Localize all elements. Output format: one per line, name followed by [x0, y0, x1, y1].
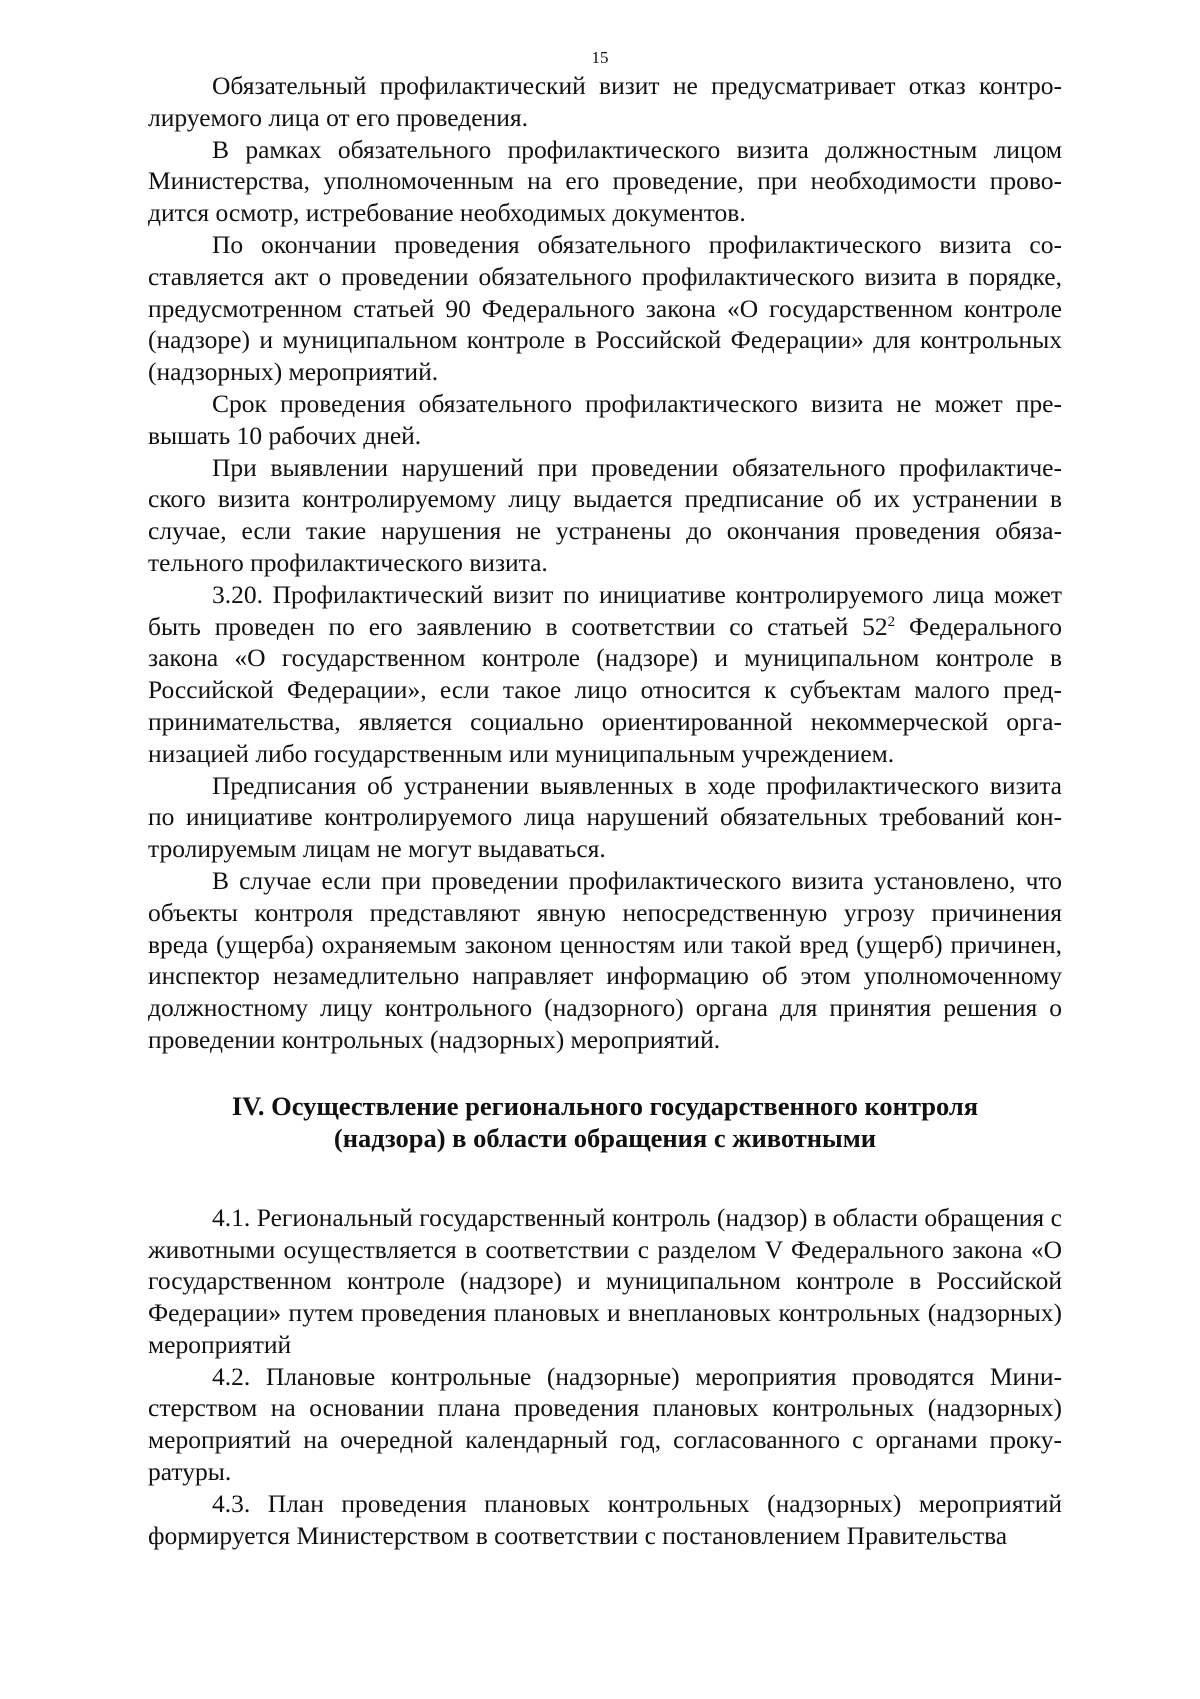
paragraph-4-3: 4.3. План проведения плановых контрольных (надзорных) мероприятий формируется Министерством в соответствии с постановлением Правительства	[148, 1488, 1062, 1550]
article-superscript: 2	[887, 613, 896, 630]
paragraph-3-20-text-end: Федерального закона «О государственном контроле (надзоре) и муниципальном контроле в Российской Федерации», если такое лицо относится к субъектам малого предпринимательства, является социально ориентированной некоммерческой организацией либо государственным или муниципальным учреждением.	[148, 611, 1062, 768]
paragraph-violations-order: При выявлении нарушений при проведении обязательного профилактического визита контролируемому лицу выдается предписание об их устранении в случае, если такие нарушения не устранены до окончания проведения обязательного профилактического визита.	[148, 452, 1062, 577]
section-heading	[148, 1090, 1062, 1154]
paragraph-visit-no-refusal: Обязательный профилактический визит не предусматривает отказ контролируемого лица от его проведения.	[148, 71, 1062, 132]
section-heading-line-1: IV. Осуществление регионального государственного контроля	[231, 1090, 979, 1121]
paragraph-3-20	[148, 579, 1062, 770]
section-heading-line-2: (надзора) в области обращения с животными	[333, 1122, 877, 1153]
paragraph-4-2: 4.2. Плановые контрольные (надзорные) мероприятия проводятся Министерством на основании плана проведения плановых контрольных (надзорных) мероприятий на очередной календарный год, согласованного с органами прокуратуры.	[148, 1361, 1062, 1487]
paragraph-3-20-text-start: 3.20. Профилактический визит по инициативе контролируемого лица может быть проведен по его заявлению в соответствии со статьей 52	[148, 579, 1062, 641]
paragraph-visit-inspection: В рамках обязательного профилактического визита должностным лицом Министерства, уполномоченным на его проведение, при необходимости проводится осмотр, истребование необходимых документов.	[148, 134, 1062, 228]
paragraph-visit-duration: Срок проведения обязательного профилактического визита не может превышать 10 рабочих дней.	[148, 388, 1062, 450]
paragraph-no-orders: Предписания об устранении выявленных в ходе профилактического визита по инициативе контролируемого лица нарушений обязательных требований контролируемым лицам не могут выдаваться.	[148, 770, 1062, 864]
paragraph-4-1: 4.1. Региональный государственный контроль (надзор) в области обращения с животными осуществляется в соответствии с разделом V Федерального закона «О государственном контроле (надзоре) и муниципальном контроле в Российской Федерации» путем проведения плановых и внеплановых контрольных (надзорных) мероприятий	[148, 1202, 1062, 1359]
document-body	[148, 70, 1062, 1551]
paragraph-immediate-threat: В случае если при проведении профилактического визита установлено, что объекты контроля представляют явную непосредственную угрозу причинения вреда (ущерба) охраняемым законом ценностям или такой вред (ущерб) причинен, инспектор незамедлительно направляет информацию об этом уполномоченному должностному лицу контрольного (надзорного) органа для принятия решения о проведении контрольных (надзорных) мероприятий.	[148, 865, 1062, 1054]
paragraph-visit-act: По окончании проведения обязательного профилактического визита составляется акт о проведении обязательного профилактического визита в порядке, предусмотренном статьей 90 Федерального закона «О государственном контроле (надзоре) и муниципальном контроле в Российской Федерации» для контрольных (надзорных) мероприятий.	[148, 229, 1062, 387]
page-number: 15	[591, 48, 609, 67]
